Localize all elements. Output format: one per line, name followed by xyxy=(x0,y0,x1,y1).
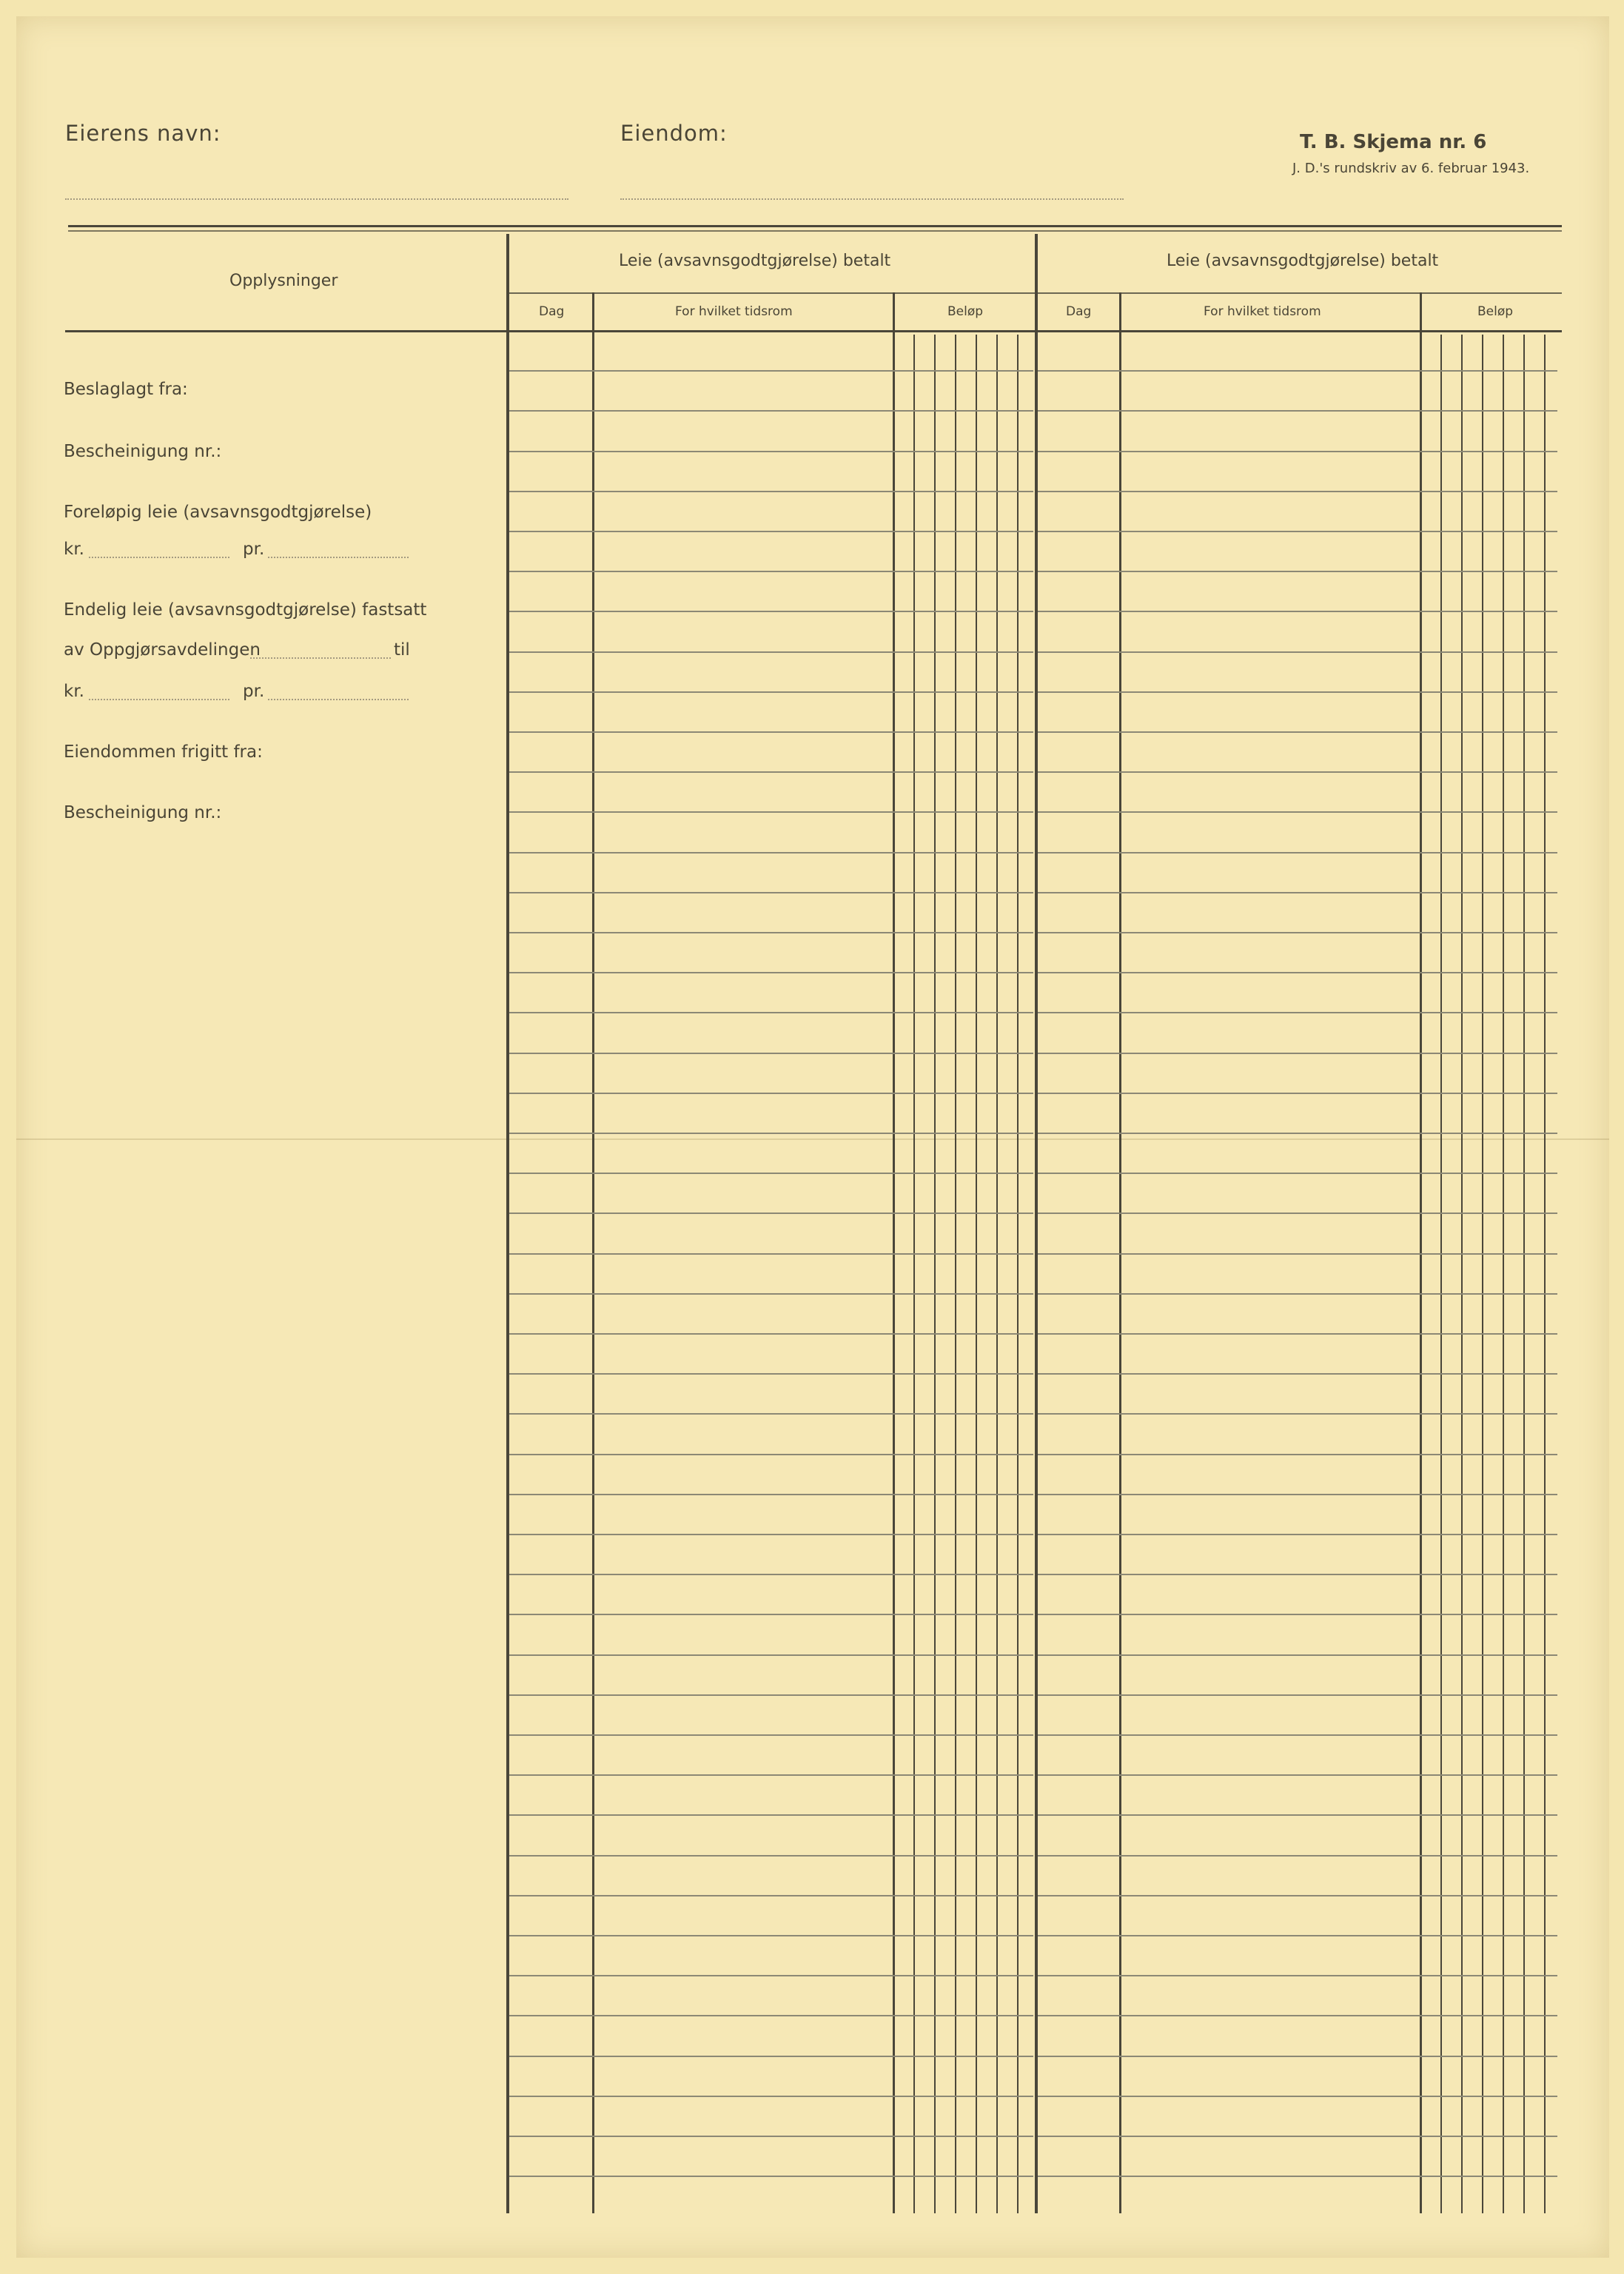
row-line-right xyxy=(1038,2056,1557,2057)
row-line-left xyxy=(509,611,1033,612)
row-line-left xyxy=(509,451,1033,452)
period-header-left: For hvilket tidsrom xyxy=(675,304,793,319)
final-kr-field[interactable] xyxy=(89,699,229,700)
property-released-label: Eiendommen frigitt fra: xyxy=(64,742,263,762)
row-line-left xyxy=(509,2136,1033,2137)
row-line-right xyxy=(1038,1935,1557,1936)
period-header-right: For hvilket tidsrom xyxy=(1204,304,1321,319)
row-line-left xyxy=(509,1734,1033,1736)
amount-subcolumn-right-5 xyxy=(1544,335,1546,2213)
row-line-left xyxy=(509,1614,1033,1615)
final-rent-label: Endelig leie (avsavnsgodtgjørelse) fastsatt xyxy=(64,600,427,620)
row-line-right xyxy=(1038,370,1557,372)
row-line-left xyxy=(509,410,1033,412)
row-line-right xyxy=(1038,691,1557,693)
row-line-left xyxy=(509,731,1033,733)
top-rule xyxy=(68,225,1562,227)
row-line-left xyxy=(509,1574,1033,1575)
amount-subcolumn-left-4 xyxy=(996,335,998,2213)
row-line-right xyxy=(1038,852,1557,853)
amount-subcolumn-left-2 xyxy=(955,335,956,2213)
row-line-right xyxy=(1038,1373,1557,1375)
row-line-left xyxy=(509,1012,1033,1013)
row-line-left xyxy=(509,771,1033,773)
row-line-left xyxy=(509,571,1033,572)
property-field[interactable] xyxy=(620,198,1124,200)
row-line-right xyxy=(1038,1855,1557,1857)
row-line-right xyxy=(1038,1614,1557,1615)
row-line-right xyxy=(1038,731,1557,733)
release-certificate-label: Bescheinigung nr.: xyxy=(64,803,222,822)
rent-header-left: Leie (avsavnsgodtgjørelse) betalt xyxy=(619,252,891,270)
paper-fold xyxy=(16,1138,1609,1140)
row-line-right xyxy=(1038,2136,1557,2137)
row-line-right xyxy=(1038,1053,1557,1054)
row-line-right xyxy=(1038,491,1557,492)
row-line-left xyxy=(509,1895,1033,1896)
rent-header-right: Leie (avsavnsgodtgjørelse) betalt xyxy=(1167,252,1439,270)
row-line-left xyxy=(509,1333,1033,1335)
seized-from-label: Beslaglagt fra: xyxy=(64,380,188,399)
row-line-left xyxy=(509,1454,1033,1455)
row-line-right xyxy=(1038,1975,1557,1976)
row-line-right xyxy=(1038,1654,1557,1656)
row-line-right xyxy=(1038,1454,1557,1455)
amount-header-left: Beløp xyxy=(947,304,984,319)
row-line-right xyxy=(1038,771,1557,773)
row-line-left xyxy=(509,1855,1033,1857)
subheader-rule-left xyxy=(509,292,1035,294)
row-line-left xyxy=(509,892,1033,893)
amount-subcolumn-left-0 xyxy=(913,335,915,2213)
row-line-right xyxy=(1038,531,1557,532)
row-line-right xyxy=(1038,1173,1557,1174)
row-line-left xyxy=(509,1694,1033,1696)
row-line-right xyxy=(1038,1213,1557,1214)
row-line-right xyxy=(1038,410,1557,412)
preliminary-rent-label: Foreløpig leie (avsavnsgodtgjørelse) xyxy=(64,503,372,522)
row-line-right xyxy=(1038,1774,1557,1776)
amount-subcolumn-left-3 xyxy=(976,335,977,2213)
row-line-right xyxy=(1038,451,1557,452)
row-line-right xyxy=(1038,2176,1557,2177)
row-line-left xyxy=(509,651,1033,653)
day-header-left: Dag xyxy=(539,304,565,319)
row-line-left xyxy=(509,811,1033,813)
amount-subcolumn-right-2 xyxy=(1482,335,1483,2213)
preliminary-kr-label: kr. xyxy=(64,540,84,559)
row-line-left xyxy=(509,1373,1033,1375)
row-line-right xyxy=(1038,1293,1557,1295)
final-per-field[interactable] xyxy=(268,699,409,700)
amount-subcolumn-right-0 xyxy=(1440,335,1442,2213)
row-line-right xyxy=(1038,2096,1557,2097)
paper-background xyxy=(16,16,1609,2258)
amount-header-right: Beløp xyxy=(1477,304,1514,319)
row-line-left xyxy=(509,531,1033,532)
row-line-left xyxy=(509,491,1033,492)
amount-subcolumn-right-4 xyxy=(1523,335,1525,2213)
row-line-left xyxy=(509,1093,1033,1094)
subheader-rule-right xyxy=(1038,292,1562,294)
amount-subcolumn-right-3 xyxy=(1503,335,1504,2213)
row-line-left xyxy=(509,1975,1033,1976)
row-line-left xyxy=(509,1053,1033,1054)
preliminary-per-label: pr. xyxy=(243,540,265,559)
row-line-right xyxy=(1038,651,1557,653)
owner-name-field[interactable] xyxy=(65,198,568,200)
row-line-left xyxy=(509,932,1033,933)
row-line-right xyxy=(1038,611,1557,612)
owner-name-label: Eierens navn: xyxy=(65,121,221,146)
row-line-right xyxy=(1038,1494,1557,1495)
row-line-right xyxy=(1038,1093,1557,1094)
row-line-right xyxy=(1038,2015,1557,2016)
row-line-left xyxy=(509,1774,1033,1776)
row-line-left xyxy=(509,1293,1033,1295)
info-header: Opplysninger xyxy=(229,272,338,290)
row-line-right xyxy=(1038,1333,1557,1335)
preliminary-per-field[interactable] xyxy=(268,557,409,558)
day-header-right: Dag xyxy=(1066,304,1092,319)
row-line-right xyxy=(1038,1694,1557,1696)
amount-subcolumn-left-1 xyxy=(934,335,936,2213)
row-line-right xyxy=(1038,932,1557,933)
row-line-right xyxy=(1038,571,1557,572)
settlement-dept-field[interactable] xyxy=(250,657,391,659)
row-line-left xyxy=(509,1213,1033,1214)
form-title: T. B. Skjema nr. 6 xyxy=(1300,131,1487,153)
settlement-dept-label: av Oppgjørsavdelingen xyxy=(64,640,261,660)
row-line-right xyxy=(1038,1413,1557,1415)
row-line-right xyxy=(1038,892,1557,893)
row-line-right xyxy=(1038,1012,1557,1013)
row-line-left xyxy=(509,370,1033,372)
final-per-label: pr. xyxy=(243,682,265,701)
top-rule-thin xyxy=(68,230,1562,232)
row-line-left xyxy=(509,2176,1033,2177)
row-line-right xyxy=(1038,972,1557,973)
amount-subcolumn-right-1 xyxy=(1461,335,1463,2213)
row-line-right xyxy=(1038,1895,1557,1896)
row-line-left xyxy=(509,691,1033,693)
settlement-until-label: til xyxy=(394,640,410,660)
row-line-right xyxy=(1038,1534,1557,1535)
row-line-left xyxy=(509,1133,1033,1134)
amount-subcolumn-left-5 xyxy=(1017,335,1019,2213)
row-line-right xyxy=(1038,811,1557,813)
form-subtitle: J. D.'s rundskriv av 6. februar 1943. xyxy=(1292,161,1530,176)
row-line-left xyxy=(509,2056,1033,2057)
row-line-right xyxy=(1038,1734,1557,1736)
row-line-left xyxy=(509,1494,1033,1495)
property-label: Eiendom: xyxy=(620,121,728,146)
final-kr-label: kr. xyxy=(64,682,84,701)
row-line-left xyxy=(509,1534,1033,1535)
row-line-left xyxy=(509,1814,1033,1816)
preliminary-kr-field[interactable] xyxy=(89,557,229,558)
row-line-left xyxy=(509,1413,1033,1415)
row-line-left xyxy=(509,1173,1033,1174)
certificate-no-label: Bescheinigung nr.: xyxy=(64,442,222,461)
row-line-left xyxy=(509,2096,1033,2097)
row-line-right xyxy=(1038,1814,1557,1816)
info-header-rule xyxy=(65,330,509,332)
row-line-right xyxy=(1038,1574,1557,1575)
row-line-left xyxy=(509,852,1033,853)
row-line-right xyxy=(1038,1133,1557,1134)
row-line-left xyxy=(509,2015,1033,2016)
row-line-left xyxy=(509,972,1033,973)
row-line-left xyxy=(509,1253,1033,1255)
row-line-right xyxy=(1038,1253,1557,1255)
row-line-left xyxy=(509,1935,1033,1936)
row-line-left xyxy=(509,1654,1033,1656)
